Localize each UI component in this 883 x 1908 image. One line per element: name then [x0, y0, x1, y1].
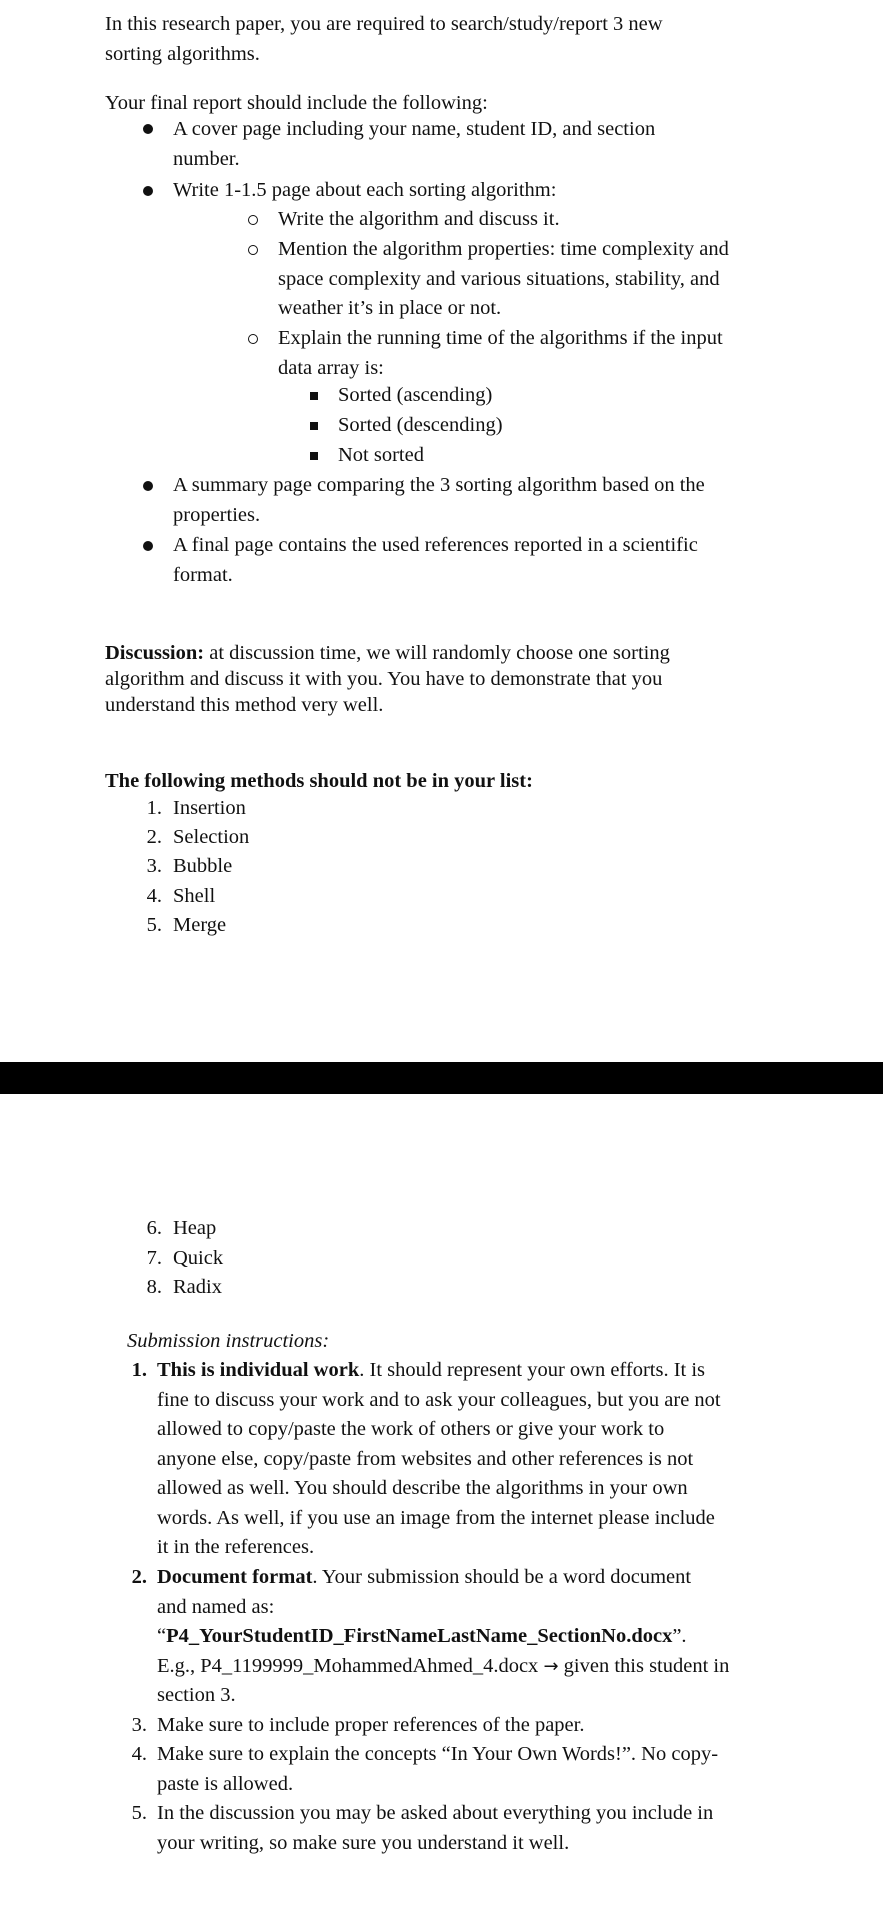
- sub-bullet-running-time: [278, 324, 723, 383]
- text-line: [157, 1563, 857, 1593]
- case-item: Sorted (descending): [338, 414, 503, 436]
- quote-mark: ”.: [672, 1625, 687, 1647]
- list-number: 6.: [146, 1217, 162, 1239]
- submission-item-discussion: [157, 1799, 857, 1858]
- text-line: understand this method very well.: [105, 694, 384, 716]
- text-line: algorithm and discuss it with you. You have to demonstrate that you: [105, 668, 663, 690]
- list-number: 5.: [131, 1802, 147, 1824]
- case-item: Sorted (ascending): [338, 384, 493, 406]
- list-number: 2.: [131, 1566, 147, 1588]
- text-line: Mention the algorithm properties: time complexity and: [278, 238, 729, 260]
- discussion-paragraph: [105, 640, 805, 718]
- text-line: A cover page including your name, student ID, and section: [173, 118, 656, 140]
- bullet-circle: [248, 245, 258, 255]
- text-line: A summary page comparing the 3 sorting algorithm based on the: [173, 474, 705, 496]
- list-item: Quick: [173, 1247, 224, 1269]
- text-line: In the discussion you may be asked about everything you include in: [157, 1802, 714, 1824]
- right-arrow-icon: →: [543, 1655, 559, 1677]
- bold-text: This is individual work: [157, 1359, 360, 1381]
- list-number: 5.: [146, 914, 162, 936]
- intro-line: In this research paper, you are required to search/study/report 3 new: [105, 13, 663, 35]
- text-line: [105, 640, 805, 666]
- text-line: format.: [173, 563, 233, 586]
- case-item: Not sorted: [338, 444, 424, 466]
- text-line: words. As well, if you use an image from the internet please include: [157, 1506, 715, 1529]
- text-line: [157, 1356, 857, 1386]
- list-number: 1.: [131, 1359, 147, 1381]
- submission-item-document-format: [157, 1563, 857, 1711]
- list-number: 4.: [131, 1743, 147, 1765]
- text-line: section 3.: [157, 1684, 236, 1706]
- bullet-disc: [143, 541, 153, 551]
- bold-text: Document format: [157, 1566, 313, 1588]
- list-item: Shell: [173, 885, 216, 907]
- bullet-circle: [248, 215, 258, 225]
- bullet-square: [310, 392, 318, 400]
- discussion-label: Discussion:: [105, 642, 205, 664]
- submission-heading: Submission instructions:: [127, 1330, 330, 1352]
- list-number: 7.: [146, 1247, 162, 1269]
- list-number: 4.: [146, 885, 162, 907]
- excluded-heading: The following methods should not be in your list:: [105, 770, 533, 792]
- report-heading: Your final report should include the following:: [105, 92, 488, 114]
- text-line: your writing, so make sure you understand it well.: [157, 1831, 570, 1854]
- page-divider: [0, 1062, 883, 1094]
- text-line: properties.: [173, 503, 261, 526]
- list-item: Insertion: [173, 797, 246, 819]
- text-line: weather it’s in place or not.: [278, 297, 502, 319]
- text-line: Explain the running time of the algorithms if the input: [278, 327, 723, 349]
- text-line: paste is allowed.: [157, 1772, 294, 1795]
- text-span: . Your submission should be a word document: [312, 1566, 692, 1588]
- text-span: given this student in: [558, 1654, 730, 1677]
- text-line: number.: [173, 147, 240, 170]
- text-line: data array is:: [278, 356, 384, 379]
- bullet-disc: [143, 186, 153, 196]
- quote-mark: “: [157, 1625, 167, 1647]
- document-page-2: [0, 1094, 883, 1908]
- list-item: Merge: [173, 914, 227, 936]
- intro-line: sorting algorithms.: [105, 42, 260, 65]
- list-number: 1.: [146, 797, 162, 819]
- list-item: Radix: [173, 1276, 222, 1298]
- list-item: Bubble: [173, 855, 233, 877]
- bullet-disc: [143, 481, 153, 491]
- bullet-circle: [248, 334, 258, 344]
- filename-pattern: P4_YourStudentID_FirstNameLastName_SectionNo.docx: [166, 1625, 673, 1647]
- text-line: allowed to copy/paste the work of others or give your work to: [157, 1418, 665, 1440]
- bullet-square: [310, 452, 318, 460]
- bullet-write: Write 1-1.5 page about each sorting algorithm:: [173, 179, 557, 201]
- submission-item-own-words: [157, 1740, 857, 1799]
- sub-bullet-properties: [278, 235, 729, 324]
- text-line: it in the references.: [157, 1536, 315, 1558]
- example-line: [157, 1652, 857, 1682]
- text-line: Make sure to explain the concepts “In Your Own Words!”. No copy-: [157, 1743, 719, 1765]
- list-number: 2.: [146, 826, 162, 848]
- submission-item-individual-work: [157, 1356, 857, 1563]
- submission-item-references: Make sure to include proper references of the paper.: [157, 1714, 585, 1736]
- bullet-final: [173, 531, 698, 590]
- text-line: A final page contains the used references reported in a scientific: [173, 534, 698, 556]
- sub-bullet-algorithm: Write the algorithm and discuss it.: [278, 208, 560, 230]
- list-item: Selection: [173, 826, 250, 848]
- list-number: 8.: [146, 1276, 162, 1298]
- text-span: . It should represent your own efforts. It is: [359, 1359, 706, 1381]
- text-line: space complexity and various situations, stability, and: [278, 267, 720, 290]
- example-filename: E.g., P4_1199999_MohammedAhmed_4.docx: [157, 1654, 539, 1677]
- text-line: allowed as well. You should describe the algorithms in your own: [157, 1477, 688, 1499]
- bullet-disc: [143, 124, 153, 134]
- text-line: fine to discuss your work and to ask your colleagues, but you are not: [157, 1388, 721, 1411]
- list-number: 3.: [146, 855, 162, 877]
- list-number: 3.: [131, 1714, 147, 1736]
- text-line: anyone else, copy/paste from websites and other references is not: [157, 1447, 694, 1470]
- bullet-cover: [173, 115, 655, 174]
- intro-paragraph: [105, 10, 805, 69]
- list-item: Heap: [173, 1217, 217, 1239]
- filename-line: [157, 1622, 857, 1652]
- bullet-summary: [173, 471, 705, 530]
- bullet-square: [310, 422, 318, 430]
- text-span: at discussion time, we will randomly choose one sorting: [204, 642, 670, 664]
- text-line: and named as:: [157, 1595, 275, 1618]
